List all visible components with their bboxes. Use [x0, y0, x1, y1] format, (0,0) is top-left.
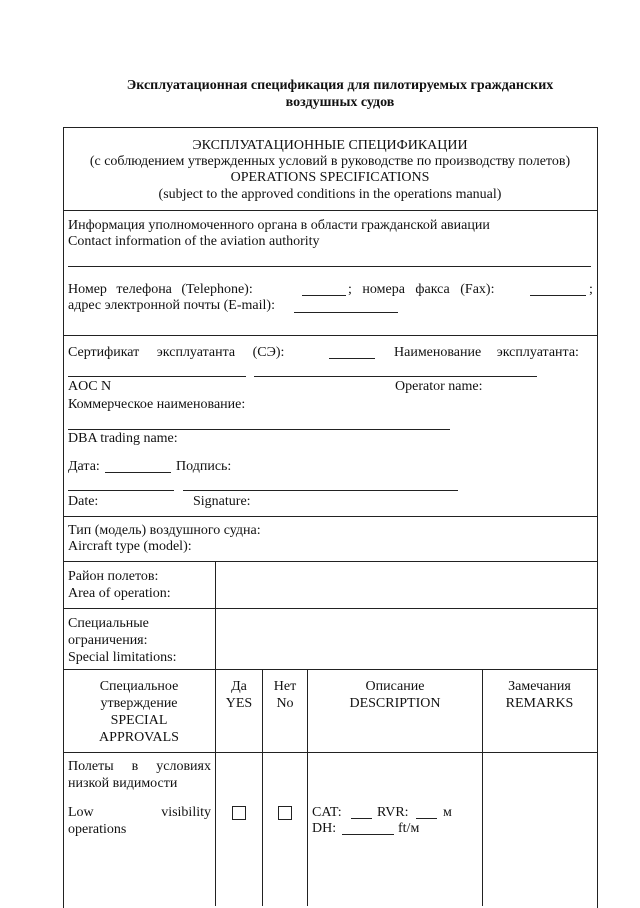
- document-title: [60, 77, 620, 111]
- authority-label-ru: Информация уполномоченного органа в области гражданской авиации: [68, 218, 490, 233]
- email-label: адрес электронной почты (E-mail):: [68, 298, 275, 313]
- phone-label: Номер телефона (Telephone):: [68, 282, 253, 297]
- date-field[interactable]: [105, 472, 171, 473]
- dba-label: DBA trading name:: [68, 431, 178, 446]
- header-ru-subtitle: (с соблюдением утвержденных условий в руководстве по производству полетов): [89, 154, 571, 169]
- area-label-ru: Район полетов:: [68, 569, 159, 584]
- certificate-line[interactable]: [68, 376, 246, 377]
- approvals-header-description: [308, 678, 482, 712]
- approvals-header-no: [263, 678, 307, 712]
- approvals-header-remarks: [483, 678, 596, 712]
- certificate-label: Сертификат эксплуатанта (СЭ):: [68, 345, 285, 360]
- separator-limitations: [63, 669, 597, 670]
- approvals-header-col1-line1: Специальное: [99, 679, 179, 694]
- approvals-header-remarks-ru: Замечания: [508, 679, 571, 694]
- header-en-title: OPERATIONS SPECIFICATIONS: [230, 170, 430, 185]
- fax-field[interactable]: [530, 295, 586, 296]
- area-label-en: Area of operation:: [68, 586, 171, 601]
- separator-operator: [63, 516, 597, 517]
- limitations-label-ru-2: ограничения:: [68, 633, 148, 648]
- approvals-header-no-ru: Нет: [273, 679, 297, 694]
- header-ru-title: ЭКСПЛУАТАЦИОННЫЕ СПЕЦИФИКАЦИИ: [192, 138, 468, 153]
- phone-field[interactable]: [302, 295, 346, 296]
- approvals-header-col1-line2: утверждение: [100, 696, 178, 711]
- limitations-label-ru-1: Специальные: [68, 616, 149, 631]
- dh-label: DH:: [312, 821, 337, 836]
- approvals-header-yes-ru: Да: [231, 679, 247, 694]
- rvr-unit: м: [443, 805, 452, 820]
- date-label-ru: Дата:: [68, 459, 100, 474]
- aircraft-type-label-ru: Тип (модель) воздушного судна:: [68, 523, 261, 538]
- low-visibility-label-ru-2: низкой видимости: [68, 776, 178, 791]
- fax-terminator: ;: [589, 282, 593, 297]
- cat-label: CAT:: [312, 805, 342, 820]
- aircraft-type-label-en: Aircraft type (model):: [68, 539, 192, 554]
- approvals-header-description-ru: Описание: [365, 679, 425, 694]
- dh-field[interactable]: [342, 834, 394, 835]
- separator-authority: [63, 335, 597, 336]
- signature-line[interactable]: [183, 490, 458, 491]
- approvals-header-yes-en: YES: [225, 696, 253, 711]
- approvals-header-col1: [63, 678, 215, 746]
- low-visibility-no-checkbox[interactable]: [278, 806, 292, 820]
- signature-label-ru: Подпись:: [176, 459, 232, 474]
- approvals-header-description-en: DESCRIPTION: [349, 696, 441, 711]
- low-visibility-yes-checkbox[interactable]: [232, 806, 246, 820]
- dh-unit: ft/м: [398, 821, 420, 836]
- date-line[interactable]: [68, 490, 174, 491]
- signature-label-en: Signature:: [193, 494, 251, 509]
- approvals-header-remarks-en: REMARKS: [505, 696, 574, 711]
- approvals-header-no-en: No: [276, 696, 294, 711]
- rvr-label: RVR:: [377, 805, 409, 820]
- limitations-input-cell[interactable]: [216, 609, 596, 669]
- certificate-field[interactable]: [329, 358, 375, 359]
- rvr-field[interactable]: [416, 818, 437, 819]
- email-field[interactable]: [294, 312, 398, 313]
- separator-header: [63, 210, 597, 211]
- low-visibility-label-en-2: operations: [68, 822, 127, 837]
- header-en-subtitle: (subject to the approved conditions in the operations manual): [158, 187, 502, 202]
- fax-label: ; номера факса (Fax):: [348, 282, 495, 297]
- authority-label-en: Contact information of the aviation authority: [68, 234, 320, 249]
- limitations-label-en: Special limitations:: [68, 650, 177, 665]
- area-input-cell[interactable]: [216, 562, 596, 608]
- operator-name-label-en: Operator name:: [395, 379, 483, 394]
- low-visibility-label-en-1: Low visibility: [68, 805, 211, 820]
- aoc-label: AOC N: [68, 379, 112, 394]
- approvals-header-col1-line3: SPECIAL: [110, 713, 168, 728]
- operator-name-label-ru: Наименование эксплуатанта:: [394, 345, 579, 360]
- low-visibility-label-ru-1: Полеты в условиях: [68, 759, 211, 774]
- date-label-en: Date:: [68, 494, 99, 509]
- trade-name-label-ru: Коммерческое наименование:: [68, 397, 246, 412]
- separator-approvals-header: [63, 752, 597, 753]
- document-title-line-1: Эксплуатационная спецификация для пилотируемых гражданских: [126, 78, 554, 93]
- approvals-header-yes: [216, 678, 262, 712]
- approvals-header-col1-line4: APPROVALS: [99, 730, 179, 745]
- cat-field[interactable]: [351, 818, 372, 819]
- authority-info-line[interactable]: [68, 266, 591, 267]
- operator-name-line[interactable]: [254, 376, 537, 377]
- document-title-line-2: воздушных судов: [285, 95, 395, 110]
